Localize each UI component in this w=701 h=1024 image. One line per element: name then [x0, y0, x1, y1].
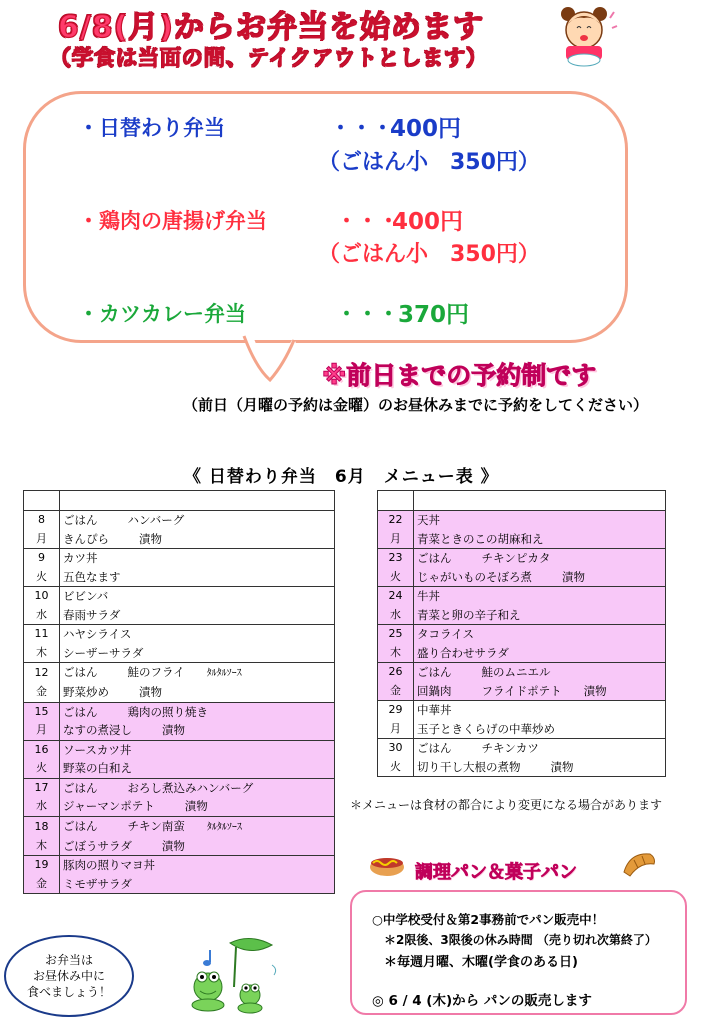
menu-dish: 漬物	[583, 683, 607, 698]
reminder-oval	[4, 935, 134, 1017]
bread-title: 調理パン＆菓子パン	[415, 862, 577, 883]
menu-dishes	[60, 568, 335, 587]
menu-dish: ごはん	[417, 665, 452, 680]
menu-dish: 野菜の白和え	[63, 761, 132, 776]
bento-dots-karaage: ・・・	[336, 209, 399, 233]
menu-row	[24, 549, 335, 568]
menu-date: 10	[24, 587, 60, 606]
menu-dish: 切り干し大根の煮物	[417, 759, 521, 774]
menu-date: 30	[378, 739, 414, 758]
menu-dishes	[414, 530, 666, 549]
menu-weekday: 月	[24, 721, 60, 740]
menu-date: 24	[378, 587, 414, 606]
menu-dish: じゃがいものそぼろ煮	[417, 569, 532, 584]
menu-weekday: 火	[24, 568, 60, 587]
menu-dish: ビビンバ	[63, 589, 109, 604]
menu-dishes	[414, 549, 666, 568]
bento-dots-daily: ・・・	[330, 116, 393, 140]
menu-dish: ごはん	[63, 818, 98, 833]
menu-dish: ﾀﾙﾀﾙｿｰｽ	[206, 821, 242, 833]
menu-weekday: 金	[24, 683, 60, 702]
bento-price-daily: 400円	[390, 116, 462, 142]
menu-dishes	[414, 758, 666, 777]
menu-date: 23	[378, 549, 414, 568]
menu-dishes	[414, 644, 666, 663]
menu-dish: 青菜ときのこの胡麻和え	[417, 531, 544, 546]
hotdog-icon	[368, 851, 406, 879]
menu-row	[24, 683, 335, 702]
menu-row	[378, 625, 666, 644]
bread-line-2: ＊2限後、3限後の休み時間 （売り切れ次第終了）	[384, 933, 657, 947]
menu-header-day	[24, 491, 60, 511]
menu-date: 8	[24, 511, 60, 530]
bread-line-3: ＊毎週月曜、木曜(学食のある日)	[384, 955, 578, 970]
menu-dish: なすの煮浸し	[63, 723, 132, 738]
menu-dishes	[414, 663, 666, 682]
menu-dish: 漬物	[184, 799, 208, 814]
menu-dish: 春雨サラダ	[63, 607, 121, 622]
menu-dish: 漬物	[161, 838, 185, 853]
menu-dish: 盛り合わせサラダ	[417, 645, 509, 660]
bento-name-daily: ・日替わり弁当	[78, 116, 225, 140]
menu-dishes	[60, 797, 335, 816]
menu-weekday: 火	[378, 568, 414, 587]
menu-dish: ﾀﾙﾀﾙｿｰｽ	[206, 668, 242, 679]
menu-dishes	[60, 856, 335, 875]
menu-row	[378, 701, 666, 720]
menu-row	[24, 663, 335, 684]
menu-row	[378, 530, 666, 549]
menu-dish: 天丼	[417, 513, 440, 528]
menu-row	[378, 549, 666, 568]
menu-dishes	[60, 549, 335, 568]
menu-date: 17	[24, 778, 60, 797]
menu-dish: チキンカツ	[481, 741, 539, 756]
menu-header-content	[414, 491, 666, 511]
menu-dish: タコライス	[417, 627, 475, 642]
menu-row	[24, 530, 335, 549]
menu-dishes	[414, 701, 666, 720]
menu-notice: ＊メニューは食材の都合により変更になる場合があります	[350, 798, 663, 812]
reminder-line-3: 食べましょう！	[26, 985, 111, 999]
menu-dish: ミモザサラダ	[63, 876, 132, 891]
menu-weekday: 水	[378, 606, 414, 625]
menu-dishes	[60, 625, 335, 644]
menu-dish: おろし煮込みハンバーグ	[127, 780, 254, 795]
menu-dishes	[414, 720, 666, 739]
bubble-tail	[240, 334, 300, 382]
menu-dish: 五色なます	[63, 569, 121, 584]
bento-dots-katsucurry: ・・・	[336, 302, 399, 326]
menu-dish: きんぴら	[63, 531, 109, 546]
menu-row	[378, 720, 666, 739]
reminder-line-1: お弁当は	[44, 953, 93, 967]
menu-dish: ハンバーグ	[127, 513, 185, 528]
page-subtitle: （学食は当面の間、テイクアウトとします）	[50, 46, 489, 70]
menu-row	[24, 740, 335, 759]
menu-dish: ごぼうサラダ	[63, 838, 132, 853]
bento-name-karaage: ・鶏肉の唐揚げ弁当	[78, 209, 267, 233]
menu-row	[24, 856, 335, 875]
menu-dish: 漬物	[139, 531, 162, 546]
menu-date: 12	[24, 663, 60, 684]
menu-dish: ごはん	[63, 513, 98, 528]
menu-dishes	[60, 606, 335, 625]
menu-row	[378, 663, 666, 682]
page-title: 6/8(月)からお弁当を始めます	[58, 10, 485, 45]
menu-weekday: 火	[378, 758, 414, 777]
menu-dishes	[414, 606, 666, 625]
menu-dish: 野菜炒め	[63, 685, 109, 700]
menu-date: 25	[378, 625, 414, 644]
bread-line-4: ◎ 6 / 4 (木)から パンの販売します	[372, 993, 592, 1009]
menu-row	[24, 837, 335, 856]
menu-date: 16	[24, 740, 60, 759]
frogs-illustration	[180, 935, 285, 1015]
menu-row	[24, 587, 335, 606]
menu-weekday: 月	[378, 720, 414, 739]
menu-row	[24, 759, 335, 778]
menu-dish: 回鍋肉	[417, 683, 452, 698]
menu-weekday: 金	[378, 682, 414, 701]
menu-row	[24, 625, 335, 644]
menu-row	[24, 721, 335, 740]
menu-dish: 玉子ときくらげの中華炒め	[417, 721, 555, 736]
menu-dishes	[414, 568, 666, 587]
menu-weekday: 月	[24, 530, 60, 549]
menu-dishes	[60, 644, 335, 663]
menu-weekday: 木	[24, 644, 60, 663]
menu-row	[24, 875, 335, 894]
menu-dish: 牛丼	[417, 589, 440, 604]
menu-title: 《 日替わり弁当 6月 メニュー表 》	[184, 467, 499, 487]
croissant-icon	[620, 848, 658, 880]
menu-dish: フライドポテト	[481, 683, 562, 698]
menu-weekday: 木	[378, 644, 414, 663]
menu-dish: 漬物	[162, 723, 185, 738]
menu-weekday: 木	[24, 837, 60, 856]
reminder-line-2: お昼休み中に	[32, 969, 105, 983]
menu-header-content	[60, 491, 335, 511]
menu-row	[24, 644, 335, 663]
menu-row	[378, 739, 666, 758]
menu-dish: 鮭のムニエル	[481, 665, 551, 680]
menu-header-day	[378, 491, 414, 511]
menu-dish: 漬物	[139, 685, 162, 700]
reservation-headline: ※前日までの予約制です	[322, 361, 597, 390]
menu-dishes	[60, 740, 335, 759]
menu-dishes	[60, 683, 335, 702]
menu-row	[378, 682, 666, 701]
menu-dishes	[60, 759, 335, 778]
menu-dishes	[60, 721, 335, 740]
menu-row	[24, 778, 335, 797]
menu-row	[24, 797, 335, 816]
menu-dishes	[60, 875, 335, 894]
menu-dishes	[60, 837, 335, 856]
menu-row	[378, 758, 666, 777]
menu-date: 15	[24, 702, 60, 721]
menu-row	[378, 587, 666, 606]
menu-row	[24, 816, 335, 837]
menu-date: 9	[24, 549, 60, 568]
menu-weekday: 水	[24, 797, 60, 816]
menu-date: 29	[378, 701, 414, 720]
menu-dish: ごはん	[63, 780, 98, 795]
menu-dish: ジャーマンポテト	[63, 799, 155, 814]
menu-dish: カツ丼	[63, 551, 98, 566]
menu-weekday: 火	[24, 759, 60, 778]
music-note-icon	[200, 948, 216, 968]
menu-dishes	[60, 530, 335, 549]
menu-dishes	[414, 739, 666, 758]
menu-dishes	[60, 663, 335, 684]
menu-date: 18	[24, 816, 60, 837]
bento-small-rice-daily: （ごはん小 350円）	[318, 150, 540, 175]
menu-row	[24, 568, 335, 587]
menu-dishes	[414, 682, 666, 701]
menu-dish: 鶏肉の照り焼き	[127, 704, 208, 719]
menu-row	[378, 644, 666, 663]
menu-dish: ソースカツ丼	[63, 742, 132, 757]
menu-dishes	[60, 778, 335, 797]
menu-dish: 中華丼	[417, 703, 452, 718]
menu-dish: 青菜と卵の辛子和え	[417, 607, 521, 622]
menu-dish: 豚肉の照りマヨ丼	[63, 858, 155, 873]
menu-dish: 漬物	[562, 569, 585, 584]
menu-dishes	[60, 816, 335, 837]
menu-dishes	[414, 625, 666, 644]
menu-weekday: 金	[24, 875, 60, 894]
menu-dish: ごはん	[417, 551, 452, 566]
menu-table-left	[23, 490, 335, 894]
bento-price-karaage: 400円	[392, 209, 464, 235]
menu-dishes	[414, 511, 666, 530]
menu-table-right	[377, 490, 666, 777]
menu-dish: 漬物	[550, 759, 574, 774]
menu-weekday: 水	[24, 606, 60, 625]
menu-dish: シーザーサラダ	[63, 645, 144, 660]
menu-dishes	[60, 511, 335, 530]
menu-dish: チキンピカタ	[481, 551, 551, 566]
menu-dishes	[414, 587, 666, 606]
reservation-note: （前日（月曜の予約は金曜）のお昼休みまでに予約をしてください）	[183, 396, 649, 414]
menu-date: 26	[378, 663, 414, 682]
girl-eating-illustration	[548, 2, 620, 74]
menu-dish: ハヤシライス	[63, 627, 132, 642]
menu-dish: ごはん	[417, 741, 452, 756]
menu-row	[378, 606, 666, 625]
bento-price-katsucurry: 370円	[398, 302, 470, 328]
menu-dishes	[60, 702, 335, 721]
menu-row	[24, 606, 335, 625]
menu-dish: ごはん	[63, 665, 98, 679]
menu-row	[378, 568, 666, 587]
menu-date: 22	[378, 511, 414, 530]
bento-name-katsucurry: ・カツカレー弁当	[78, 302, 246, 326]
bread-line-1: ○中学校受付＆第2事務前でパン販売中！	[372, 912, 605, 927]
menu-date: 11	[24, 625, 60, 644]
menu-row	[24, 702, 335, 721]
menu-date: 19	[24, 856, 60, 875]
bento-small-rice-karaage: （ごはん小 350円）	[318, 242, 540, 267]
menu-dish: ごはん	[63, 704, 98, 719]
menu-row	[378, 511, 666, 530]
menu-dish: チキン南蛮	[127, 818, 185, 833]
menu-dish: 鮭のフライ	[127, 665, 185, 679]
menu-dishes	[60, 587, 335, 606]
menu-row	[24, 511, 335, 530]
menu-weekday: 月	[378, 530, 414, 549]
